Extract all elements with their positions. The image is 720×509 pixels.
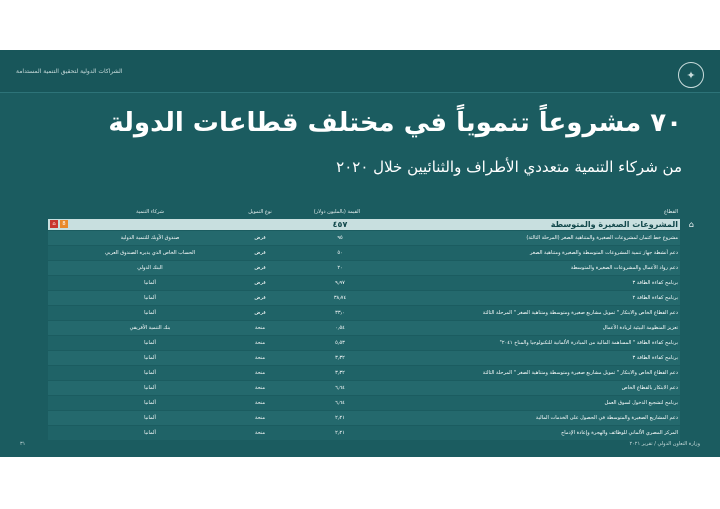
amount-cell: ٣٫٣٢: [335, 370, 345, 376]
table-row: [48, 306, 680, 321]
partner-cell: ألمانيا: [144, 310, 156, 316]
page-subtitle: من شركاء التنمية متعددي الأطراف والثنائيين خلال ٢٠٢٠: [336, 158, 682, 176]
partner-cell: بنك التنمية الأفريقي: [129, 325, 171, 331]
project-cell: دعم الابتكار بالقطاع الخاص: [621, 385, 678, 391]
table-row: [48, 246, 680, 261]
header-sector: القطاع: [663, 209, 678, 215]
amount-cell: ٩٫٩٧: [335, 280, 345, 286]
type-cell: قرض: [254, 280, 266, 286]
partner-cell: ألمانيا: [144, 385, 156, 391]
table-row: [48, 291, 680, 306]
total-amount: ٤٥٧: [332, 220, 348, 229]
table-body: [48, 231, 680, 441]
project-cell: دعم رواد الأعمال والمشروعات الصغيرة والمتوسطة: [570, 265, 678, 271]
table-row: [48, 396, 680, 411]
header-band: [0, 50, 720, 93]
amount-cell: ٣٨٫٧٤: [333, 295, 347, 301]
partner-cell: ألمانيا: [144, 400, 156, 406]
partner-cell: الحساب الخاص الذي يديره الصندوق العربي: [104, 250, 196, 256]
project-cell: برنامج كفاءة الطاقة ٣: [632, 280, 678, 286]
total-row: [48, 219, 694, 231]
header-org-text: الشراكات الدولية لتحقيق التنمية المستدامة: [16, 68, 123, 75]
table-row: [48, 411, 680, 426]
projects-table: [48, 207, 694, 441]
table-row: [48, 351, 680, 366]
table-row: [48, 321, 680, 336]
type-cell: قرض: [254, 250, 266, 256]
project-cell: دعم القطاع الخاص والابتكار " تمويل مشاريع صغيرة ومتوسطة ومتناهية الصغر " المرحلة الثالثة: [482, 310, 678, 316]
total-label: المشروعات الصغيرة والمتوسطة: [550, 220, 678, 229]
project-cell: برنامج كفاءة الطاقة ٢: [632, 295, 678, 301]
partner-cell: ألمانيا: [144, 430, 156, 436]
project-cell: مشروع خط ائتمان لمشروعات الصغيرة والمتناهية الصغر (المرحلة الثالثة): [526, 235, 678, 241]
partner-cell: ألمانيا: [144, 280, 156, 286]
type-cell: منحة: [254, 370, 266, 376]
header-amount: القيمة (بالمليون دولار): [313, 209, 360, 215]
type-cell: منحة: [254, 355, 266, 361]
project-cell: دعم أنشطة جهاز تنمية المشروعات المتوسطة والصغيرة ومتناهية الصغر: [530, 250, 678, 256]
amount-cell: ٢٫٢١: [335, 430, 345, 436]
header-type: نوع التمويل: [248, 209, 272, 215]
table-row: [48, 231, 680, 246]
amount-cell: ٣٫٣٢: [335, 355, 345, 361]
type-cell: منحة: [254, 415, 266, 421]
partner-cell: ألمانيا: [144, 355, 156, 361]
table-row: [48, 381, 680, 396]
type-cell: قرض: [254, 235, 266, 241]
partner-cell: ألمانيا: [144, 340, 156, 346]
amount-cell: ٥٠: [337, 250, 343, 256]
project-cell: المركز المصري الألماني للوظائف والهجرة وإعادة الإدماج: [561, 430, 678, 436]
type-cell: منحة: [254, 400, 266, 406]
chart-icon: ⌂: [688, 220, 694, 229]
amount-cell: ٢٠: [337, 265, 343, 271]
amount-cell: ٥٫٥٣: [335, 340, 345, 346]
partner-cell: البنك الدولي: [137, 265, 163, 271]
type-cell: قرض: [254, 265, 266, 271]
type-cell: منحة: [254, 430, 266, 436]
type-cell: منحة: [254, 340, 266, 346]
project-cell: دعم المشاريع الصغيرة والمتوسطة في الحصول على الخدمات المالية: [535, 415, 678, 421]
type-cell: قرض: [254, 295, 266, 301]
slide: [0, 50, 720, 457]
partner-cell: ألمانيا: [144, 295, 156, 301]
type-cell: قرض: [254, 310, 266, 316]
project-cell: برنامج كفاءة الطاقة " المساهمة المالية من المبادرة الألمانية للتكنولوجيا والمناخ ٢٠٤١": [499, 340, 678, 346]
project-cell: برنامج لتشجيع الدخول لسوق العمل: [604, 400, 678, 406]
page-number: ٣١: [20, 441, 26, 447]
header-partner: شركاء التنمية: [136, 209, 164, 215]
sdg-house-icon: ⌂: [50, 220, 58, 228]
amount-cell: ٣٣٫٠: [335, 310, 345, 316]
amount-cell: ٠٫٥٤: [335, 325, 345, 331]
type-cell: منحة: [254, 385, 266, 391]
page-title: ٧٠ مشروعاً تنموياً في مختلف قطاعات الدولة: [108, 108, 682, 138]
table-row: [48, 336, 680, 351]
table-header: [48, 207, 680, 219]
partner-cell: ألمانيا: [144, 415, 156, 421]
amount-cell: ٦٫٦٤: [335, 400, 345, 406]
emblem-icon: ✦: [678, 62, 704, 88]
project-cell: تعزيز المنظومة البيئية لريادة الأعمال: [602, 325, 678, 331]
amount-cell: ٢٫٢١: [335, 415, 345, 421]
amount-cell: ٩٥: [337, 235, 343, 241]
type-cell: منحة: [254, 325, 266, 331]
table-row: [48, 276, 680, 291]
table-row: [48, 261, 680, 276]
amount-cell: ٦٫٦٤: [335, 385, 345, 391]
sdg-icons: [50, 220, 68, 228]
table-row: [48, 426, 680, 441]
project-cell: دعم القطاع الخاص والابتكار " تمويل مشاريع صغيرة ومتوسطة ومتناهية الصغر " المرحلة الثالثة: [482, 370, 678, 376]
table-row: [48, 366, 680, 381]
project-cell: برنامج كفاءة الطاقة ٣: [632, 355, 678, 361]
partner-cell: ألمانيا: [144, 370, 156, 376]
sdg-8-icon: 8: [60, 220, 68, 228]
footer-ministry: وزارة التعاون الدولي / تقرير ٢٠٢١: [629, 441, 700, 447]
partner-cell: صندوق الأوبك للتنمية الدولية: [120, 235, 180, 241]
